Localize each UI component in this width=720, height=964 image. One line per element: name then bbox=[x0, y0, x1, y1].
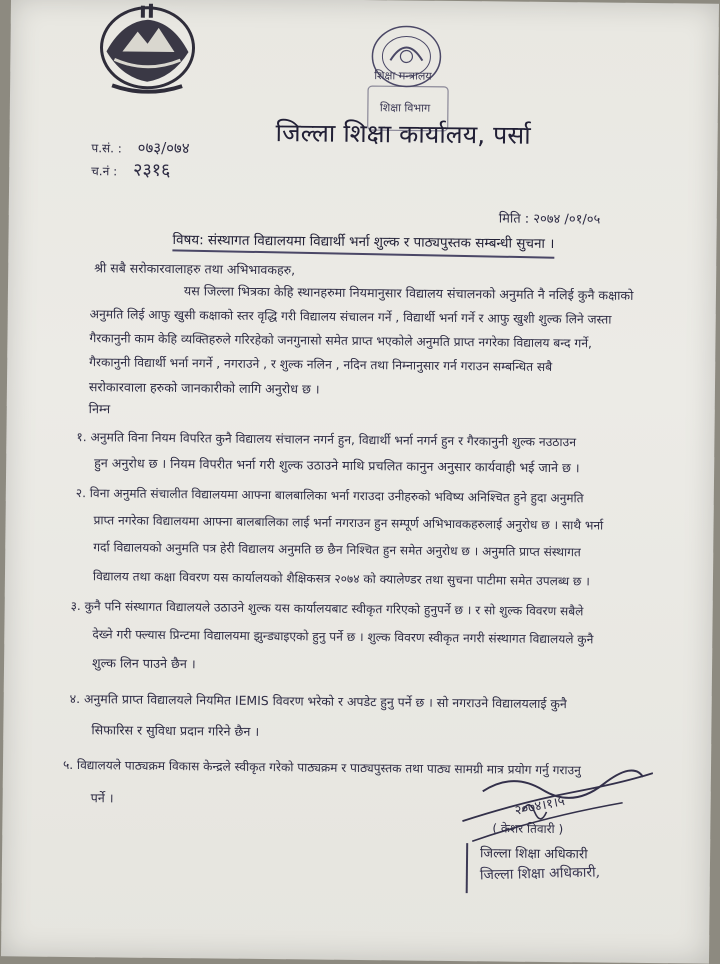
point-line: हुन अनुरोध छ । नियम विपरीत भर्ना गरी शुल्क उठाउने माथि प्रचलित कानुन अनुसार कार्यवाही भई जाने छ । bbox=[94, 455, 580, 476]
point-line: पर्ने । bbox=[90, 790, 114, 806]
paragraph-line: गैरकानुनी काम केहि व्यक्तिहरुले गरिरहेको जनगुनासो समेत प्राप्त भएकोले अनुमति प्राप्त नगरेका विद्यालय बन्द गर्ने, bbox=[89, 331, 592, 351]
point-line: विद्यालय तथा कक्षा विवरण यस कार्यालयको शैक्षिकसत्र २०७४ को क्यालेण्डर तथा सुचना पाटीमा समेत उपलब्ध छ । bbox=[92, 569, 590, 589]
point-line: २. विना अनुमति संचालीत विद्यालयमा आफ्ना बालबालिका भर्ना गराउदा उनीहरुको भविष्य अनिश्चित हुने हुदा अनुमति bbox=[75, 486, 584, 506]
salutation: श्री सबै सरोकारवालाहरु तथा अभिभावकहरु, bbox=[94, 260, 296, 278]
point-line: गर्दा विद्यालयको अनुमति पत्र हेरी विद्यालय अनुमति छ छैन निश्चित हुन समेत अनुरोध छ । अनुमति प्राप्त संस्थागत bbox=[93, 540, 581, 560]
point-line: शुल्क लिन पाउने छैन । bbox=[91, 655, 196, 672]
point-line: प्राप्त नगरेका विद्यालयमा आफ्ना बालबालिका लाई भर्ना नगराउन हुन सम्पूर्ण अभिभावकहरुलाई अनुरोध छ । साथै भर्ना bbox=[93, 513, 604, 533]
dispatch-number bbox=[91, 157, 170, 182]
office-title: जिल्ला शिक्षा कार्यालय, पर्सा bbox=[275, 118, 531, 150]
signatory-designation: जिल्ला शिक्षा अधिकारी bbox=[480, 846, 588, 863]
signature-block bbox=[466, 843, 681, 895]
point-line: ५. विद्यालयले पाठ्यक्रम विकास केन्द्रले स्वीकृत गरेको पाठ्यक्रम र पाठ्यपुस्तक तथा पाठ्य सामग्री मात्र प्रयोग गर्नु गराउनु bbox=[62, 757, 581, 778]
point-line: सिफारिस र सुविधा प्रदान गरिने छैन । bbox=[91, 722, 260, 739]
dispatch-number-label: च.नं : bbox=[91, 164, 118, 179]
nepal-emblem-icon bbox=[92, 1, 203, 94]
notice-subject-text: विषय: संस्थागत विद्यालयमा विद्यार्थी भर्ना शुल्क र पाठ्यपुस्तक सम्बन्धी सुचना । bbox=[172, 232, 555, 253]
signature-date: २०७४।१।५ bbox=[513, 794, 566, 819]
notice-subject bbox=[172, 230, 554, 254]
dispatch-number-value: २३१६ bbox=[132, 159, 171, 181]
point-line: ३. कुनै पनि संस्थागत विद्यालयले उठाउने शुल्क यस कार्यालयबाट स्वीकृत गरिएको हुनुपर्ने छ । र सो शुल्क विवरण सबैले bbox=[70, 598, 584, 619]
paragraph-line: निम्न bbox=[88, 401, 111, 417]
signatory-name: ( केशर तिवारी ) bbox=[492, 821, 564, 837]
notice-date: मिति : २०७४ /०१/०५ bbox=[498, 211, 601, 228]
document-page bbox=[1, 0, 719, 964]
point-line: १. अनुमति विना नियम विपरित कुनै विद्यालय संचालन नगर्न हुन, विद्यार्थी भर्ना नगर्न हुन र गैरकानुनी शुल्क नउठाउन bbox=[76, 430, 577, 450]
paragraph-line: सरोकारवाला हरुको जानकारीको लागि अनुरोध छ । bbox=[88, 379, 320, 397]
paragraph-line: अनुमति लिई आफु खुसी कक्षाको स्तर वृद्धि गरी विद्यालय संचालन गर्ने , विद्यार्थी भर्ना गर्ने र आफु खुशी शुल्क लिने जस्ता bbox=[89, 307, 612, 327]
handwritten-designation: जिल्ला शिक्षा अधिकारी, bbox=[479, 864, 601, 884]
reference-number-label: प.सं. : bbox=[91, 141, 122, 156]
paragraph-line: यस जिल्ला भित्रका केहि स्थानहरुमा नियमानुसार विद्यालय संचालनको अनुमति नै नलिई कुनै कक्षाको bbox=[183, 283, 634, 303]
seal-line-ministry: शिक्षा मन्त्रालय bbox=[374, 69, 432, 83]
reference-number-value: ०७३/०७४ bbox=[137, 138, 190, 158]
seal-line-department: शिक्षा विभाग bbox=[379, 101, 431, 115]
reference-number bbox=[91, 137, 189, 158]
paragraph-line: गैरकानुनी विद्यार्थी भर्ना नगर्ने , नगराउने , र शुल्क नलिन , नदिन तथा निम्नानुसार गर्न गराउन सम्बन्धित सबै bbox=[89, 355, 553, 375]
point-line: देख्ने गरी फ्ल्यास प्रिन्टमा विद्यालयमा झुन्ड्याइएको हुनु पर्ने छ । शुल्क विवरण स्वीकृत नगरी संस्थागत विद्यालयले कुनै bbox=[92, 627, 594, 647]
point-line: ४. अनुमति प्राप्त विद्यालयले नियमित IEMIS विवरण भरेको र अपडेट हुनु पर्ने छ । सो नगराउने विद्यालयलाई कुनै bbox=[69, 690, 567, 712]
